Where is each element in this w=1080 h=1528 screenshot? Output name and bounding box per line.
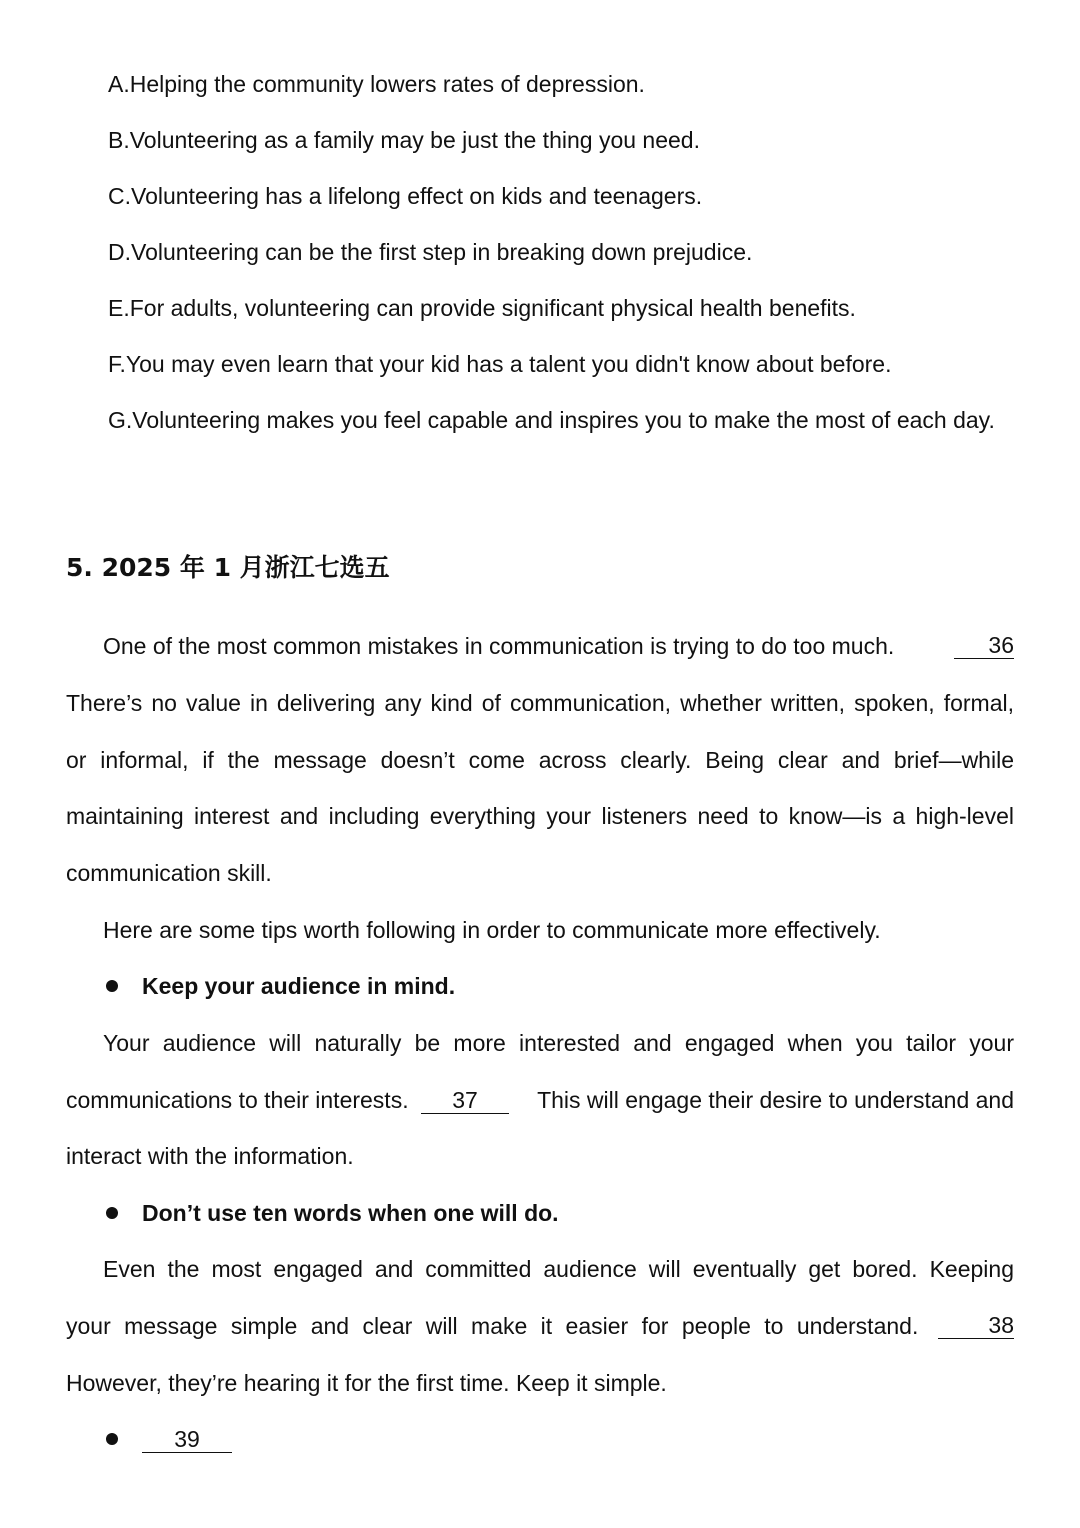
blank-36[interactable]: 36 — [954, 632, 1014, 659]
blank-38[interactable]: 38 — [938, 1312, 1014, 1339]
paragraph-4-line-2 — [66, 1311, 1014, 1341]
option-f: F.You may even learn that your kid has a talent you didn't know about before. — [108, 351, 892, 377]
blank-39[interactable]: 39 — [142, 1426, 232, 1453]
bullet-item-1 — [106, 971, 455, 1001]
paragraph-3-line-2 — [66, 1085, 1014, 1115]
option-g: G.Volunteering makes you feel capable and inspires you to make the most of each day. — [108, 407, 995, 433]
paragraph-text: your message simple and clear will make it easier for people to understand. — [66, 1313, 919, 1339]
paragraph-3-line-3: interact with the information. — [66, 1143, 354, 1169]
paragraph-text: One of the most common mistakes in communication is trying to do too much. — [103, 633, 895, 659]
bullet-dot — [106, 980, 118, 992]
section-heading: 5. 2025 年 1 月浙江七选五 — [66, 553, 390, 582]
bullet-item-2 — [106, 1198, 559, 1228]
paragraph-1-line-2: There’s no value in delivering any kind of communication, whether written, spoken, formal, — [66, 690, 1014, 716]
paragraph-3-line-1: Your audience will naturally be more interested and engaged when you tailor your — [103, 1030, 1014, 1056]
option-e: E.For adults, volunteering can provide significant physical health benefits. — [108, 295, 856, 321]
bullet-dot — [106, 1433, 118, 1445]
paragraph-4-line-3: However, they’re hearing it for the first time. Keep it simple. — [66, 1370, 667, 1396]
bullet-text: Keep your audience in mind. — [142, 973, 456, 999]
option-a: A.Helping the community lowers rates of depression. — [108, 71, 645, 97]
option-b: B.Volunteering as a family may be just the thing you need. — [108, 127, 700, 153]
option-d: D.Volunteering can be the first step in breaking down prejudice. — [108, 239, 753, 265]
paragraph-1-line-1 — [103, 631, 1014, 661]
paragraph-4-line-1: Even the most engaged and committed audience will eventually get bored. Keeping — [103, 1256, 1014, 1282]
paragraph-2: Here are some tips worth following in order to communicate more effectively. — [103, 917, 881, 943]
bullet-text: Don’t use ten words when one will do. — [142, 1200, 559, 1226]
bullet-item-3 — [106, 1424, 232, 1454]
paragraph-1-line-4: maintaining interest and including everything your listeners need to know—is a high-level — [66, 803, 1014, 829]
blank-37[interactable]: 37 — [421, 1087, 509, 1114]
paragraph-text: This will engage their desire to understand and — [537, 1087, 1014, 1113]
bullet-dot — [106, 1207, 118, 1219]
option-c: C.Volunteering has a lifelong effect on kids and teenagers. — [108, 183, 703, 209]
paragraph-1-line-5: communication skill. — [66, 860, 272, 886]
paragraph-text: communications to their interests. — [66, 1087, 409, 1113]
paragraph-1-line-3: or informal, if the message doesn’t come across clearly. Being clear and brief—while — [66, 747, 1014, 773]
